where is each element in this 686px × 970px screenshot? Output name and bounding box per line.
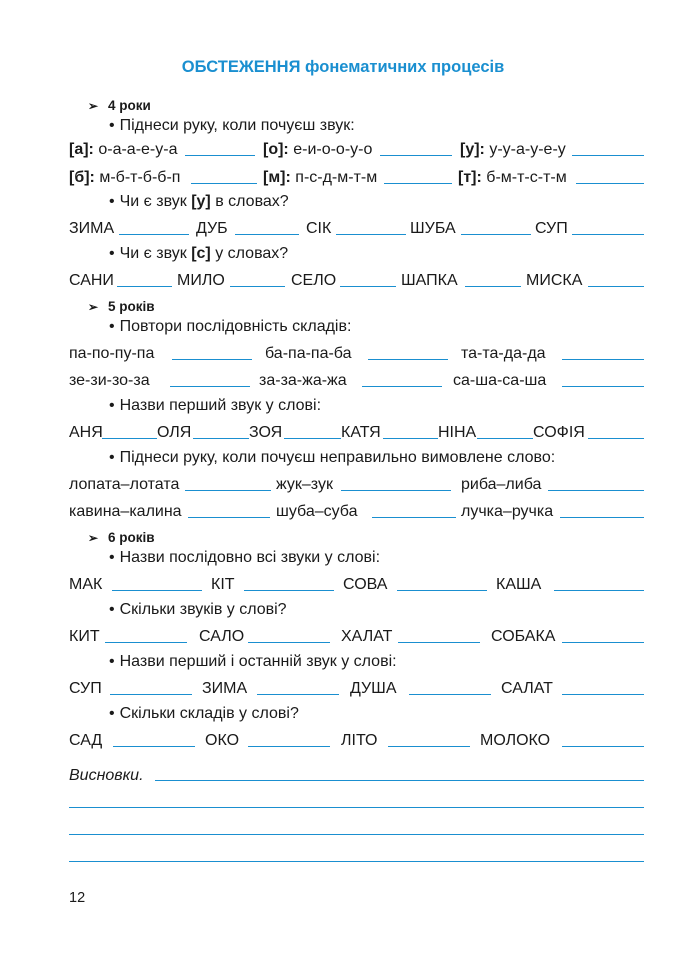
answer-blank[interactable]: [562, 386, 644, 387]
answer-blank[interactable]: [383, 438, 438, 439]
arrow-bullet-icon: ➢: [88, 531, 99, 545]
syllable-row-1: па-по-пу-па ба-па-па-ба та-та-да-да: [69, 345, 644, 365]
answer-blank[interactable]: [248, 746, 330, 747]
word-row-s: САНИ МИЛО СЕЛО ШАПКА МИСКА: [69, 272, 644, 292]
answer-blank[interactable]: [368, 359, 448, 360]
task-instruction: • Повтори послідовність складів:: [109, 318, 352, 335]
task-instruction: • Чи є звук [у] в словах?: [109, 193, 289, 210]
task-instruction: • Чи є звук [с] у словах?: [109, 245, 289, 262]
age-heading-5: ➢ 5 років: [88, 299, 155, 314]
age-heading-4: ➢ 4 роки: [88, 98, 151, 113]
task-instruction: • Піднеси руку, коли почуєш неправильно вимовлене слово:: [109, 449, 556, 466]
arrow-bullet-icon: ➢: [88, 300, 99, 314]
answer-blank[interactable]: [588, 286, 644, 287]
answer-blank[interactable]: [384, 183, 452, 184]
answer-blank[interactable]: [576, 183, 644, 184]
answer-blank[interactable]: [244, 590, 334, 591]
answer-blank[interactable]: [362, 386, 442, 387]
answer-blank[interactable]: [588, 438, 644, 439]
age-heading-6: ➢ 6 років: [88, 530, 155, 545]
answer-blank[interactable]: [102, 438, 157, 439]
answer-blank[interactable]: [248, 642, 330, 643]
answer-blank[interactable]: [548, 490, 644, 491]
answer-blank[interactable]: [341, 490, 451, 491]
answer-blank[interactable]: [257, 694, 339, 695]
answer-blank[interactable]: [191, 183, 257, 184]
mispronounced-row-1: лопата–лотата жук–зук риба–либа: [69, 476, 644, 496]
answer-blank[interactable]: [465, 286, 521, 287]
conclusion-line[interactable]: [69, 861, 644, 862]
answer-blank[interactable]: [112, 590, 202, 591]
task-instruction: • Назви перший і останній звук у слові:: [109, 653, 397, 670]
name-row: АНЯ ОЛЯ ЗОЯ КАТЯ НІНА СОФІЯ: [69, 424, 644, 444]
answer-blank[interactable]: [560, 517, 644, 518]
syllable-row-2: зе-зи-зо-за за-за-жа-жа са-ша-са-ша: [69, 372, 644, 392]
answer-blank[interactable]: [113, 746, 195, 747]
answer-blank[interactable]: [562, 642, 644, 643]
answer-blank[interactable]: [572, 155, 644, 156]
answer-blank[interactable]: [340, 286, 396, 287]
answer-blank[interactable]: [105, 642, 187, 643]
answer-blank[interactable]: [119, 234, 189, 235]
answer-blank[interactable]: [461, 234, 531, 235]
task-instruction: • Скільки звуків у слові?: [109, 601, 287, 618]
word-row-sounds: МАК КІТ СОВА КАША: [69, 576, 644, 596]
answer-blank[interactable]: [562, 746, 644, 747]
task-instruction: • Піднеси руку, коли почуєш звук:: [109, 117, 355, 134]
word-row-syllables: САД ОКО ЛІТО МОЛОКО: [69, 732, 644, 752]
answer-blank[interactable]: [170, 386, 250, 387]
word-row-first-last: СУП ЗИМА ДУША САЛАТ: [69, 680, 644, 700]
sound-row-2: [б]: м-б-т-б-б-п [м]: п-с-д-м-т-м [т]: б-м-т-с-т-м: [69, 169, 644, 189]
answer-blank[interactable]: [554, 590, 644, 591]
answer-blank[interactable]: [193, 438, 249, 439]
answer-blank[interactable]: [284, 438, 341, 439]
conclusion-line[interactable]: [155, 780, 644, 781]
page-number: 12: [69, 890, 86, 906]
sound-row-1: [а]: о-а-а-е-у-а [о]: е-и-о-о-у-о [у]: у-у-а-у-е-у: [69, 141, 644, 161]
answer-blank[interactable]: [110, 694, 192, 695]
answer-blank[interactable]: [117, 286, 172, 287]
task-instruction: • Скільки складів у слові?: [109, 705, 299, 722]
answer-blank[interactable]: [336, 234, 406, 235]
answer-blank[interactable]: [398, 642, 480, 643]
answer-blank[interactable]: [230, 286, 285, 287]
word-row-count-sounds: КИТ САЛО ХАЛАТ СОБАКА: [69, 628, 644, 648]
answer-blank[interactable]: [477, 438, 533, 439]
word-row-u: ЗИМА ДУБ СІК ШУБА СУП: [69, 220, 644, 240]
mispronounced-row-2: кавина–калина шуба–суба лучка–ручка: [69, 503, 644, 523]
answer-blank[interactable]: [572, 234, 644, 235]
answer-blank[interactable]: [562, 359, 644, 360]
answer-blank[interactable]: [235, 234, 299, 235]
answer-blank[interactable]: [185, 490, 271, 491]
conclusion-line[interactable]: [69, 807, 644, 808]
answer-blank[interactable]: [380, 155, 452, 156]
conclusions-label: Висновки.: [69, 767, 144, 784]
answer-blank[interactable]: [185, 155, 255, 156]
arrow-bullet-icon: ➢: [88, 99, 99, 113]
answer-blank[interactable]: [397, 590, 487, 591]
answer-blank[interactable]: [409, 694, 491, 695]
task-instruction: • Назви перший звук у слові:: [109, 397, 322, 414]
answer-blank[interactable]: [562, 694, 644, 695]
conclusion-line[interactable]: [69, 834, 644, 835]
answer-blank[interactable]: [388, 746, 470, 747]
answer-blank[interactable]: [372, 517, 456, 518]
answer-blank[interactable]: [188, 517, 270, 518]
answer-blank[interactable]: [172, 359, 252, 360]
task-instruction: • Назви послідовно всі звуки у слові:: [109, 549, 381, 566]
page-title: ОБСТЕЖЕННЯ фонематичних процесів: [181, 58, 505, 76]
